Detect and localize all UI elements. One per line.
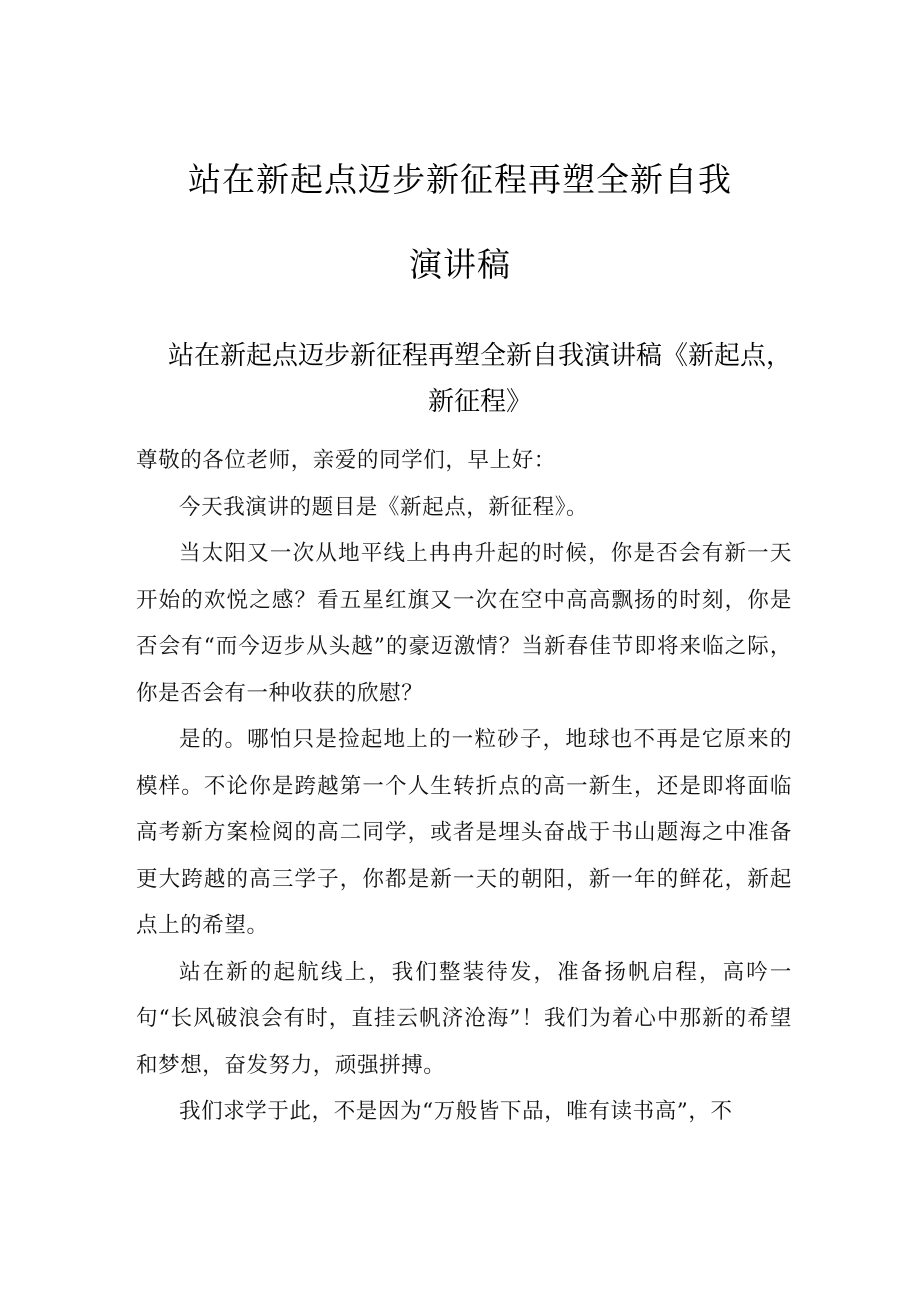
body-paragraph: 今天我演讲的题目是《新起点，新征程》。	[179, 494, 589, 520]
document-subtitle-line-2: 新征程》	[427, 387, 532, 417]
body-paragraph: 是的。哪怕只是捡起地上的一粒砂子，地球也不再是它原来的模样。不论你是跨越第一个人生转折点的高一新生，还是即将面临高考新方案检阅的高二同学，或者是埋头奋战于书山题海之中准备更大跨越的高三学子，你都是新一天的朝阳，新一年的鲜花，新起点上的希望。	[136, 727, 792, 938]
document-title-line-1: 站在新起点迈步新征程再塑全新自我	[188, 160, 732, 199]
body-paragraph: 我们求学于此，不是因为“万般皆下品，唯有读书高”，不	[179, 1099, 733, 1124]
document-subtitle-line-1: 站在新起点迈步新征程再塑全新自我演讲稿《新起点，	[167, 341, 792, 371]
document-body	[136, 438, 792, 1136]
document-title-line-2: 演讲稿	[409, 245, 511, 284]
salutation-paragraph: 尊敬的各位老师，亲爱的同学们，早上好：	[136, 448, 556, 473]
body-paragraph: 当太阳又一次从地平线上冉冉升起的时候，你是否会有新一天开始的欢悦之感？看五星红旗又一次在空中高高飘扬的时刻，你是否会有“而今迈步从头越”的豪迈激情？当新春佳节即将来临之际，你是否会有一种收获的欣慰？	[136, 541, 792, 706]
body-paragraph: 站在新的起航线上，我们整装待发，准备扬帆启程，高吟一句“长风破浪会有时，直挂云帆济沧海”！我们为着心中那新的希望和梦想，奋发努力，顽强拼搏。	[136, 959, 792, 1078]
